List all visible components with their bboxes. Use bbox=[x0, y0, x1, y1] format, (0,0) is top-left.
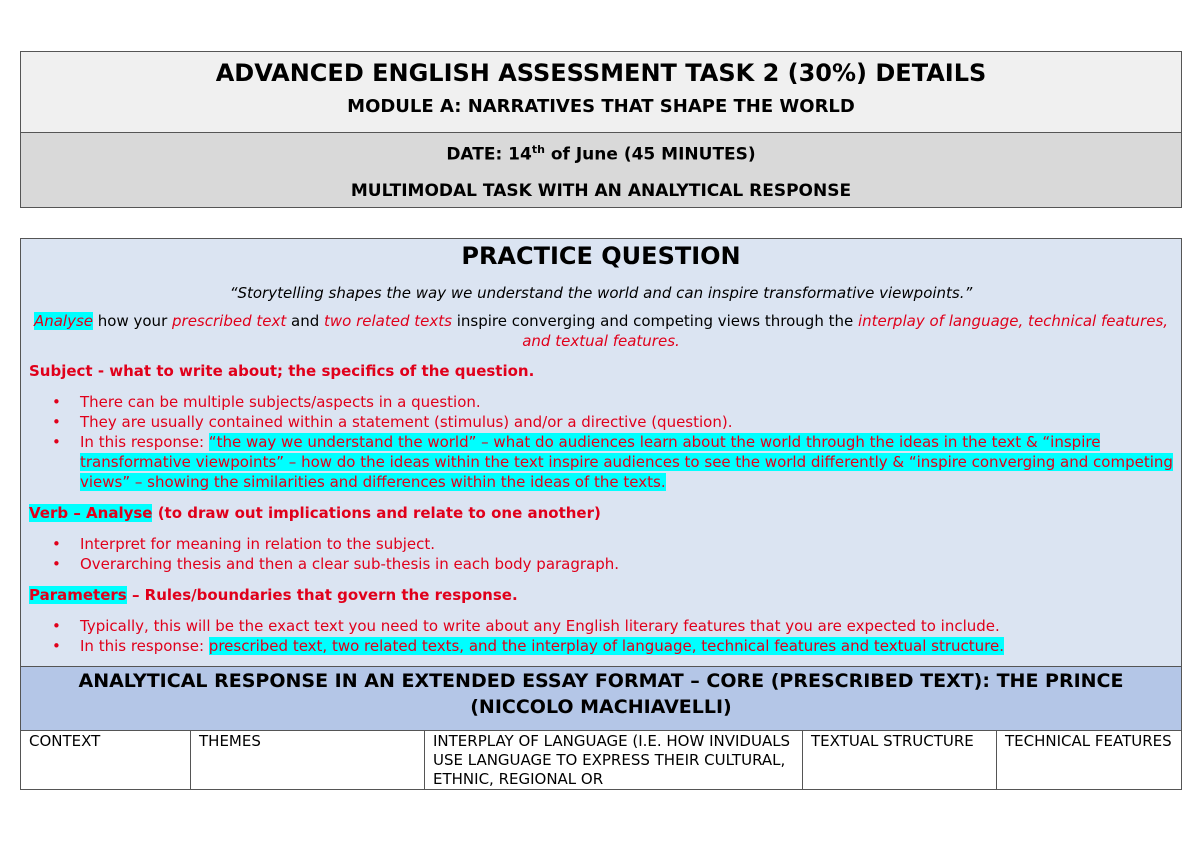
assessment-title: ADVANCED ENGLISH ASSESSMENT TASK 2 (30%) DETAILS bbox=[215, 59, 987, 87]
list-item-text: Typically, this will be the exact text you need to write about any English literary features that you are expected to include. bbox=[80, 617, 1000, 635]
list-item bbox=[29, 616, 1173, 636]
assessment-header bbox=[20, 51, 1182, 208]
instruction-prescribed-text: prescribed text bbox=[172, 312, 287, 330]
practice-question-box bbox=[20, 238, 1182, 667]
verb-rest: (to draw out implications and relate to one another) bbox=[152, 504, 601, 522]
list-item-text: Interpret for meaning in relation to the subject. bbox=[80, 535, 436, 553]
list-item-text: Overarching thesis and then a clear sub-thesis in each body paragraph. bbox=[80, 555, 620, 573]
parameters-heading bbox=[29, 585, 1173, 605]
list-item-prefix: In this response: bbox=[80, 637, 209, 655]
instruction-analyse: Analyse bbox=[33, 312, 94, 330]
list-item-prefix: In this response: bbox=[80, 433, 209, 451]
instruction-text-1: how your bbox=[93, 312, 172, 330]
column-header-interplay-of-language: INTERPLAY OF LANGUAGE (I.E. HOW INVIDUALS USE LANGUAGE TO EXPRESS THEIR CULTURAL, ETHNIC, REGIONAL OR bbox=[425, 731, 803, 789]
date-suffix: of June (45 MINUTES) bbox=[544, 144, 756, 165]
highlighted-text: “the way we understand the world” – what do audiences learn about the world through the ideas in the text & “inspire transformative viewpoints” – how do the ideas within the text inspire audiences to see the world differently & “inspire converging and competing views” – showing the similarities and differences within the ideas of the texts. bbox=[80, 433, 1173, 491]
list-item-text: They are usually contained within a statement (stimulus) and/or a directive (question). bbox=[80, 413, 733, 431]
bullet-icon: • bbox=[52, 555, 61, 573]
bullet-icon: • bbox=[52, 413, 61, 431]
list-item-text: There can be multiple subjects/aspects in a question. bbox=[80, 393, 481, 411]
list-item bbox=[29, 432, 1173, 492]
module-title: MODULE A: NARRATIVES THAT SHAPE THE WORLD bbox=[347, 96, 855, 117]
date-prefix: DATE: 14 bbox=[446, 144, 532, 165]
list-item bbox=[29, 412, 1173, 432]
parameters-label: Parameters bbox=[29, 586, 127, 604]
column-header-context: CONTEXT bbox=[21, 731, 191, 789]
highlighted-text: prescribed text, two related texts, and the interplay of language, technical features and textual structure. bbox=[208, 637, 1005, 655]
column-header-textual-structure: TEXTUAL STRUCTURE bbox=[803, 731, 997, 789]
header-title-row bbox=[21, 52, 1181, 132]
parameters-bullet-list bbox=[29, 616, 1173, 656]
analytical-line-2: (NICCOLO MACHIAVELLI) bbox=[470, 696, 732, 718]
analytical-line-1: ANALYTICAL RESPONSE IN AN EXTENDED ESSAY FORMAT – CORE (PRESCRIBED TEXT): THE PRINCE bbox=[78, 670, 1124, 692]
subject-heading: Subject - what to write about; the specifics of the question. bbox=[29, 362, 535, 380]
column-header-themes: THEMES bbox=[191, 731, 425, 789]
practice-question-title: PRACTICE QUESTION bbox=[461, 242, 741, 270]
list-item bbox=[29, 392, 1173, 412]
assessment-date bbox=[21, 133, 1181, 166]
verb-bullet-list bbox=[29, 534, 1173, 574]
list-item bbox=[29, 636, 1173, 656]
bullet-icon: • bbox=[52, 637, 61, 655]
list-item bbox=[29, 534, 1173, 554]
question-quote: “Storytelling shapes the way we understand the world and can inspire transformative viewpoints.” bbox=[229, 284, 973, 302]
subject-bullet-list bbox=[29, 392, 1173, 492]
header-date-row bbox=[21, 132, 1181, 207]
analytical-response-heading bbox=[20, 667, 1182, 731]
verb-heading bbox=[29, 503, 1173, 523]
list-item bbox=[29, 554, 1173, 574]
bullet-icon: • bbox=[52, 433, 61, 451]
date-superscript: th bbox=[531, 143, 545, 156]
instruction-interplay: interplay of language, technical features, and textual features. bbox=[522, 312, 1169, 350]
bullet-icon: • bbox=[52, 393, 61, 411]
analysis-table-header bbox=[20, 731, 1182, 790]
question-instruction bbox=[29, 311, 1173, 351]
column-header-technical-features: TECHNICAL FEATURES bbox=[1005, 732, 1172, 750]
verb-label: Verb – Analyse bbox=[29, 504, 153, 522]
instruction-text-3: inspire converging and competing views through the bbox=[451, 312, 858, 330]
task-type: MULTIMODAL TASK WITH AN ANALYTICAL RESPONSE bbox=[350, 180, 852, 201]
parameters-rest: – Rules/boundaries that govern the response. bbox=[126, 586, 518, 604]
instruction-related-texts: two related texts bbox=[324, 312, 452, 330]
bullet-icon: • bbox=[52, 535, 61, 553]
instruction-text-2: and bbox=[286, 312, 324, 330]
bullet-icon: • bbox=[52, 617, 61, 635]
